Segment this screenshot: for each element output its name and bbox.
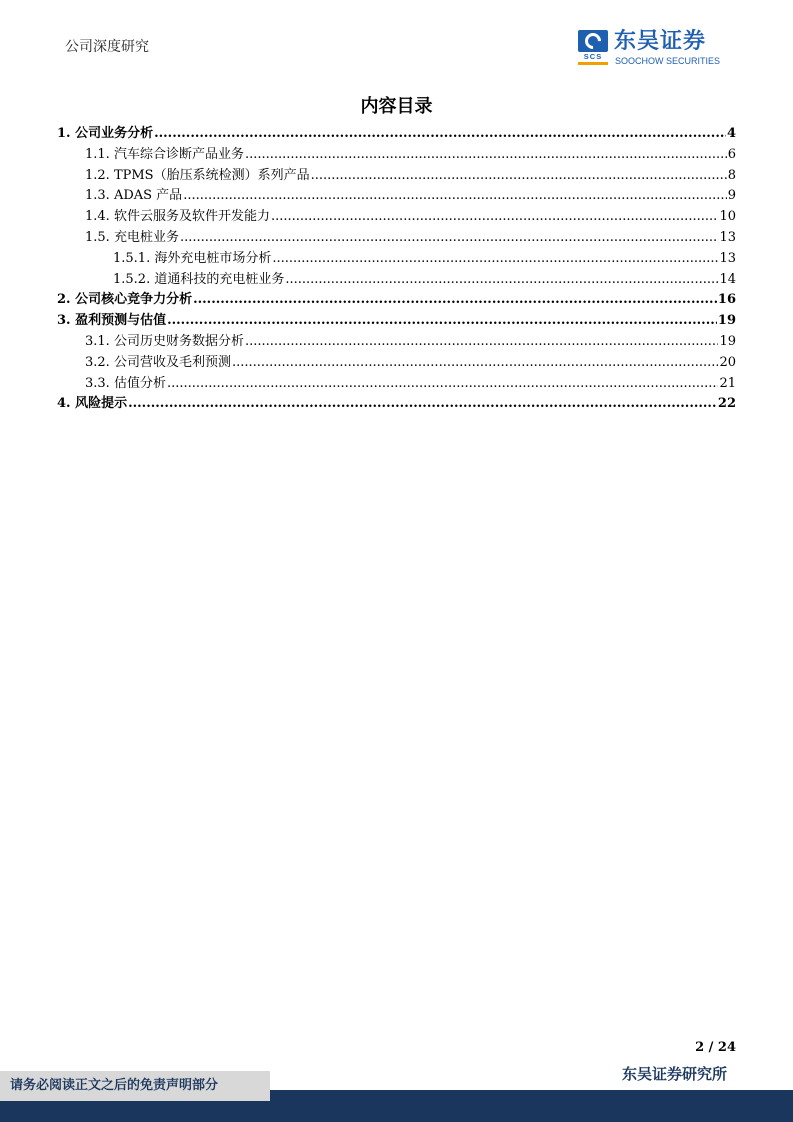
toc-entry-label: 1.5.2. 道通科技的充电桩业务 [113, 271, 285, 287]
institute-name: 东吴证券研究所 [621, 1065, 727, 1083]
toc-entry-page: 19 [719, 333, 736, 349]
toc-leader-dots [167, 311, 717, 332]
toc-entry[interactable] [57, 311, 736, 332]
toc-entry-label: 2. 公司核心竞争力分析 [57, 292, 193, 308]
logo-mark-icon [578, 30, 608, 52]
toc-entry-page: 21 [719, 375, 736, 391]
toc-leader-dots [245, 145, 727, 166]
toc-entry-page: 19 [717, 313, 736, 329]
toc-leader-dots [128, 394, 717, 415]
toc-entry-label: 1. 公司业务分析 [57, 126, 154, 141]
toc-entry-page: 10 [719, 209, 736, 225]
toc-entry[interactable] [57, 353, 736, 374]
toc-leader-dots [271, 207, 719, 228]
toc-leader-dots [154, 124, 726, 145]
toc-entry-label: 1.5. 充电桩业务 [85, 229, 179, 245]
toc-entry[interactable] [57, 145, 736, 166]
toc-entry-label: 3. 盈利预测与估值 [57, 313, 167, 329]
toc-title: 内容目录 [360, 96, 433, 117]
toc-entry[interactable] [57, 394, 736, 415]
toc-leader-dots [180, 228, 719, 249]
toc-entry-page: 14 [719, 271, 736, 287]
toc-entry-label: 4. 风险提示 [57, 396, 128, 412]
toc-leader-dots [193, 290, 717, 311]
toc-entry-page: 6 [727, 146, 736, 162]
toc-entry-label: 3.2. 公司营收及毛利预测 [85, 354, 231, 370]
toc-entry-page: 13 [719, 250, 736, 266]
toc-entry-label: 1.1. 汽车综合诊断产品业务 [85, 146, 244, 162]
logo-cn: 东吴证券 [614, 29, 707, 54]
toc-entry[interactable] [57, 332, 736, 353]
toc-entry[interactable] [57, 124, 736, 145]
toc-entry[interactable] [57, 186, 736, 207]
toc-entry-label: 1.2. TPMS（胎压系统检测）系列产品 [85, 167, 310, 183]
toc-entry-page: 9 [727, 188, 736, 204]
toc-entry-page: 4 [726, 126, 736, 141]
disclaimer-text: 请务必阅读正文之后的免责声明部分 [10, 1078, 219, 1093]
toc-leader-dots [272, 249, 718, 270]
toc-leader-dots [285, 270, 718, 291]
toc-entry[interactable] [57, 207, 736, 228]
logo-en: SOOCHOW SECURITIES [615, 56, 721, 66]
disclaimer-box [0, 1071, 270, 1101]
toc-leader-dots [183, 186, 727, 207]
toc-leader-dots [245, 332, 719, 353]
logo-bar [578, 62, 608, 65]
toc-entry-page: 22 [717, 396, 736, 412]
toc-entry-label: 1.3. ADAS 产品 [85, 188, 183, 204]
toc-entry[interactable] [57, 249, 736, 270]
toc-entry[interactable] [57, 290, 736, 311]
toc-entry-label: 3.3. 估值分析 [85, 375, 166, 391]
toc-entry-page: 20 [719, 354, 736, 370]
toc-entry-page: 16 [717, 292, 736, 308]
toc-leader-dots [167, 374, 719, 395]
table-of-contents [57, 124, 736, 415]
logo-mark-text: SCS [583, 52, 603, 61]
page-number: 2 / 24 [695, 1040, 736, 1055]
header-section-label: 公司深度研究 [65, 39, 149, 55]
toc-entry[interactable] [57, 166, 736, 187]
toc-entry-label: 3.1. 公司历史财务数据分析 [85, 333, 244, 349]
soochow-logo [578, 30, 738, 66]
toc-entry-page: 13 [719, 229, 736, 245]
toc-entry[interactable] [57, 270, 736, 291]
toc-entry-page: 8 [727, 167, 736, 183]
toc-leader-dots [232, 353, 719, 374]
toc-entry-label: 1.5.1. 海外充电桩市场分析 [113, 250, 272, 266]
toc-entry-label: 1.4. 软件云服务及软件开发能力 [85, 209, 270, 225]
toc-leader-dots [311, 166, 727, 187]
toc-entry[interactable] [57, 374, 736, 395]
toc-entry[interactable] [57, 228, 736, 249]
